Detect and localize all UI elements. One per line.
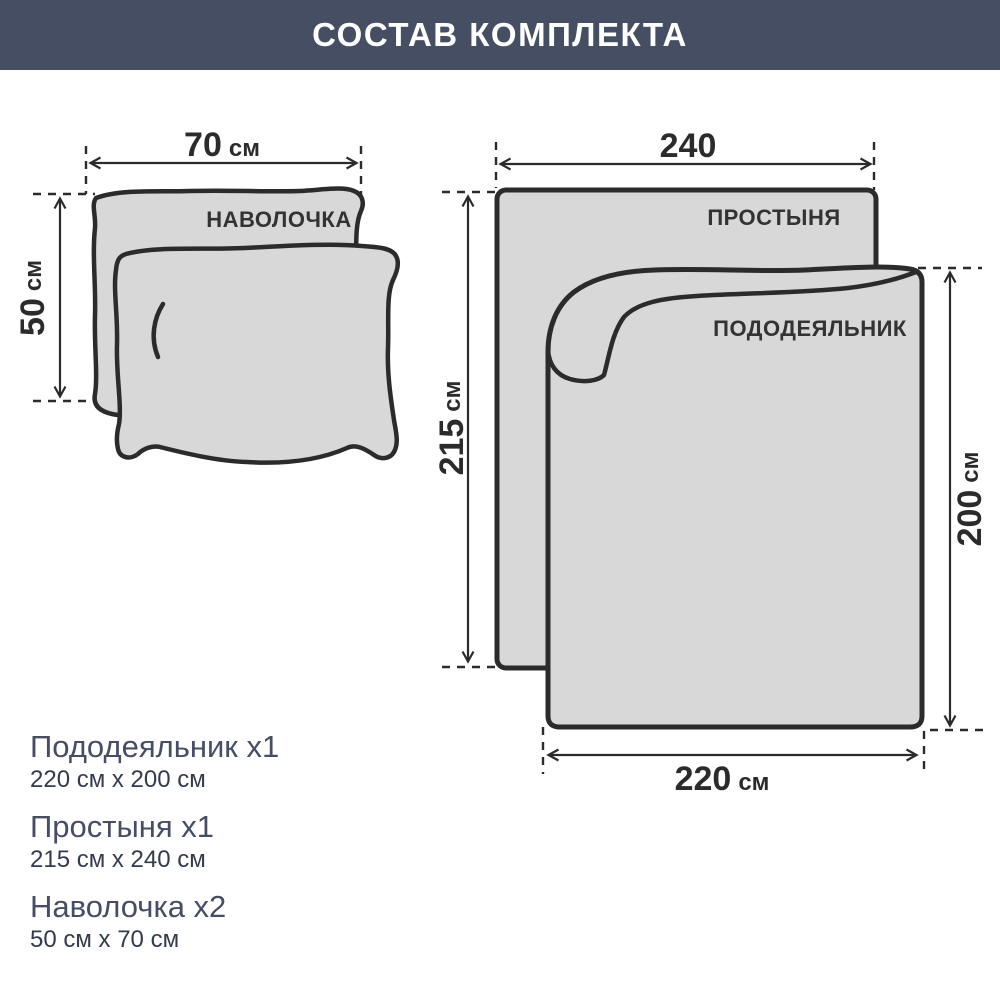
duvet-height-text: 200см xyxy=(951,451,989,547)
legend-item-size: 215 см x 240 см xyxy=(30,846,206,873)
legend-item xyxy=(30,809,279,875)
page-title: СОСТАВ КОМПЛЕКТА xyxy=(312,16,688,53)
legend-item-size: 50 см x 70 см xyxy=(30,926,180,953)
sheet-height-dimension xyxy=(433,192,505,667)
legend-item-name: Простыня x1 xyxy=(30,809,215,844)
legend-item-size: 220 см x 200 см xyxy=(30,766,206,793)
pillowcase-label: НАВОЛОЧКА xyxy=(206,207,352,232)
duvet-height-dimension xyxy=(918,268,989,730)
legend-item xyxy=(30,729,279,795)
pillow-width-dimension xyxy=(86,126,361,196)
sheet-width-dimension xyxy=(496,127,874,190)
pillow-width-text: 70 см xyxy=(184,126,260,164)
legend-item xyxy=(30,889,279,955)
duvet-width-text: 220 см xyxy=(674,760,770,798)
duvet-width-dimension xyxy=(543,727,924,798)
legend xyxy=(30,729,279,969)
pillow-height-dimension xyxy=(14,194,95,401)
legend-item-name: Наволочка x2 xyxy=(30,889,227,924)
sheet-duvet-group xyxy=(497,190,922,727)
legend-item-name: Пододеяльник x1 xyxy=(30,729,280,764)
pillow-height-text: 50см xyxy=(14,260,52,336)
duvet-label: ПОДОДЕЯЛЬНИК xyxy=(713,316,907,341)
sheet-height-text: 215см xyxy=(433,380,471,476)
sheet-width-text: 240 xyxy=(659,127,717,165)
sheet-label: ПРОСТЫНЯ xyxy=(707,205,841,230)
pillows-group xyxy=(94,189,398,463)
